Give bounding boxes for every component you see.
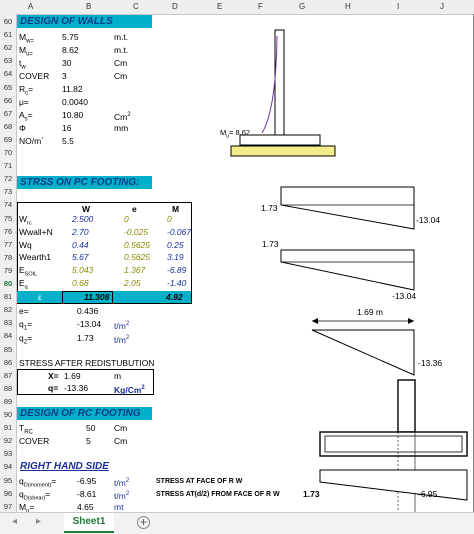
rhs-r1-unit: $t/m^2$ [114,477,130,488]
q-value: -13.36 [64,383,89,393]
row-number[interactable]: 81 [3,292,13,302]
rc-label: $R_c=$ [19,84,34,97]
row-number[interactable]: 89 [3,396,13,406]
row-number[interactable]: 70 [3,148,13,157]
column-header-f[interactable]: F [258,2,263,11]
x-label: X= [48,371,59,381]
stress-row-w: 5.67 [72,252,89,263]
stress-row-label: Wwall+N [19,226,53,237]
q1-value: -13.04 [77,319,102,329]
row-number[interactable]: 82 [3,305,13,315]
stress-head-m: M [172,204,180,214]
row-number[interactable]: 77 [3,239,13,249]
rhs-stress-diagram [320,470,467,500]
stress-row-w: 5.043 [72,265,94,276]
column-header-h[interactable]: H [345,2,351,11]
cover-label: COVER [19,71,50,81]
redistribution-title: STRESS AFTER REDISTUBUTION [19,358,155,368]
row-number[interactable]: 84 [3,331,13,341]
row-number[interactable]: 91 [3,423,13,433]
rhs-r1-note: STRESS AT FACE OF R W [156,478,243,485]
q-unit: Kg/Cm$^2$ [114,384,145,395]
diagram-mu-label: $M_u= 8.62$ [220,128,251,140]
tw-label: $t_w$ [19,58,26,71]
row-number[interactable]: 76 [3,226,13,236]
row-number[interactable]: 68 [3,121,13,131]
stress-row-m: -0.067 [167,226,192,237]
row-number[interactable]: 61 [3,30,13,40]
sheet-tab-bar [0,512,474,534]
rhs-r2-note: STRESS AT(d/2) FROM FACE OF R W [156,491,280,498]
stress-row-m: 0.25 [167,239,184,250]
column-header-a[interactable]: A [28,2,34,11]
row-number[interactable]: 93 [3,449,13,459]
row-number[interactable]: 75 [3,213,13,223]
row-number[interactable]: 62 [3,43,13,53]
stress-sum-label: ε [38,292,42,302]
row-number[interactable]: 96 [3,488,13,498]
rhs-r3-unit: mt [114,502,124,512]
q2-label: $q_2=$ [19,333,33,346]
mu-ratio-value: 0.0040 [62,97,88,107]
row-number[interactable]: 87 [3,370,13,380]
tw-unit: Cm [114,58,128,68]
stress-row-w: 2.500 [72,214,94,224]
row-number[interactable]: 92 [3,436,13,446]
diag1-right-value: -13.04 [416,215,441,225]
phi-label: Φ [19,123,26,133]
rhs-r1-value: -6.95 [77,476,97,486]
stress-row-e: 0 [124,214,129,224]
column-header-b[interactable]: B [86,2,92,11]
trc-value: 50 [86,423,96,433]
row-number[interactable]: 97 [3,501,13,511]
as-label: $A_s=$ [19,110,33,123]
row-number[interactable]: 86 [3,357,13,367]
add-sheet-icon[interactable]: + [137,516,150,529]
e-value: 0.436 [77,306,99,316]
q-label: q= [48,383,59,393]
row-number[interactable]: 85 [3,344,13,354]
rhs-r2-right-value: -6.95 [418,489,438,499]
column-header-c[interactable]: C [133,2,139,11]
row-number[interactable]: 66 [3,95,13,105]
scroll-left-icon[interactable]: ◂ [12,516,18,527]
rc-cover-value: 5 [86,436,91,446]
dimension-arrow-right [408,318,414,324]
rc-footing-title: DESIGN OF RC FOOTING [20,408,141,419]
row-number[interactable]: 80 [3,279,13,288]
nom-label: NO/m` [19,136,45,146]
cover-value: 3 [62,71,67,81]
rhs-r3-label: M = [19,502,35,512]
rhs-r1-label: $q_{D(moment)}=$ [19,476,57,489]
trc-label: $T_{RC}$ [19,423,33,436]
mw-label: $M_{w=}$ [19,32,34,45]
stress-sum-m: 4.92 [166,292,183,302]
row-number[interactable]: 78 [3,252,13,262]
diag1-left-value: 1.73 [261,203,278,213]
stress-row-w: 0.68 [72,278,89,288]
mw-unit: m.t. [114,32,129,42]
x-value: 1.69 [64,371,81,381]
rhs-r2-left-value: 1.73 [303,489,320,499]
row-number[interactable]: 83 [3,318,13,328]
diag2-left-value: 1.73 [262,239,279,249]
mu-label: $M_{u=}$ [19,45,33,58]
phi-value: 16 [62,123,72,133]
row-number[interactable]: 90 [3,410,13,419]
stress-row-m: -1.40 [167,278,187,288]
mu-unit: m.t. [114,45,129,55]
row-number[interactable]: 88 [3,383,13,393]
row-number[interactable]: 95 [3,475,13,485]
cover-unit: Cm [114,71,128,81]
rc-cover-label: COVER [19,436,50,446]
trc-unit: Cm [114,423,128,433]
column-header-d[interactable]: D [172,2,178,11]
phi-unit: mm [114,123,129,133]
e-label: e= [19,306,29,316]
row-number[interactable]: 71 [3,161,13,171]
stress-head-e: e [132,204,137,214]
row-number[interactable]: 94 [3,462,13,472]
column-header-e[interactable]: E [217,2,223,11]
row-number[interactable]: 63 [3,56,13,66]
sheet-tab-sheet1[interactable]: Sheet1 [64,513,114,533]
rc-value: 11.82 [62,84,83,94]
row-number[interactable]: 73 [3,187,13,197]
stress-row-m: 3.19 [167,252,184,263]
mu-value: 8.62 [62,45,79,55]
stress-row-e: 0.5625 [124,252,150,263]
rhs-r3-value: 4.65 [77,502,94,512]
rhs-title: RIGHT HAND SIDE [20,461,109,472]
stress-row-e: 0.5625 [124,239,150,250]
rhs-r2-unit: $t/m^2$ [114,490,130,501]
row-number[interactable]: 60 [3,17,13,26]
stress-diagram-3 [312,330,414,375]
stress-row-label: Wearth1 [19,252,51,263]
row-number[interactable]: 79 [3,265,13,275]
stress-row-w: 2.70 [72,226,89,237]
design-walls-title: DESIGN OF WALLS [20,16,113,27]
diag3-right-value: -13.36 [418,358,443,368]
column-header-j[interactable]: J [440,2,444,11]
stress-sum-w: 11.308 [84,292,110,302]
stress-diagram-2 [281,250,414,290]
stress-row-e: 2.05 [124,278,141,288]
stress-diagram-1 [281,187,414,229]
nom-value: 5.5 [62,136,74,146]
row-number[interactable]: 72 [3,174,13,184]
row-number[interactable]: 65 [3,82,13,92]
stress-row-m: 0 [167,214,172,224]
row-number[interactable]: 64 [3,69,13,79]
stress-row-m: -6.89 [167,265,187,276]
row-number[interactable]: 69 [3,134,13,144]
q2-value: 1.73 [77,333,94,343]
q1-label: $q_1=$ [19,319,33,332]
rc-wall-stem [398,380,415,432]
q1-unit: $t/m^2$ [114,320,130,331]
stress-row-e: 1.367 [124,265,146,276]
stress-row-w: 0.44 [72,239,89,250]
mw-value: 5.75 [62,32,79,42]
q2-unit: $t/m^2$ [114,334,130,345]
stress-title: STRSS ON PC FOOTING: [20,177,140,188]
row-number[interactable]: 67 [3,108,13,118]
stress-row-label: Wq [19,239,32,250]
rhs-r2-value: -8.61 [77,489,97,499]
as-unit: Cm$^2$ [114,111,131,122]
x-unit: m [114,371,122,381]
column-header-i[interactable]: I [397,2,400,11]
mu-ratio-label: μ= [19,97,29,107]
stress-row-label: $E_q$ [19,278,28,291]
column-header-g[interactable]: G [299,2,306,11]
rhs-r2-label: $q_{D(shear)}=$ [19,489,51,502]
stress-row-label: $E_{SOIL}$ [19,265,38,278]
row-number[interactable]: 74 [3,200,13,210]
stress-row-label: $W_{rc}$ [19,214,32,227]
dimension-arrow-left [312,318,318,324]
diag2-right-value: -13.04 [392,291,417,301]
scroll-right-icon[interactable]: ▸ [36,516,42,527]
stress-head-w: W [82,204,91,214]
dimension-label: 1.69 m [357,307,383,317]
tw-value: 30 [62,58,72,68]
as-value: 10.80 [62,110,84,120]
stress-row-e: -0.025 [124,226,149,237]
rc-cover-unit: Cm [114,436,128,446]
